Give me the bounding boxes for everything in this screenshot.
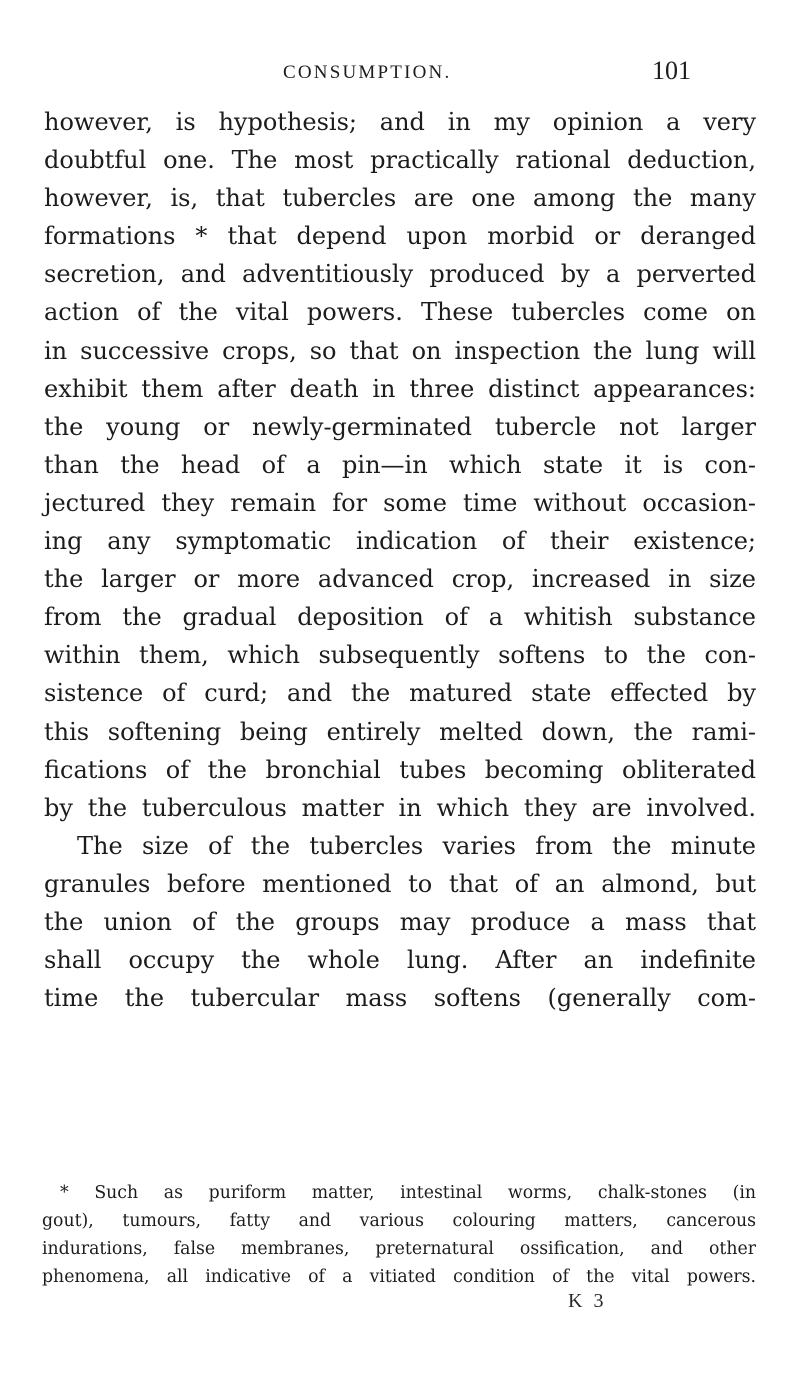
text-line: shall occupy the whole lung. After an indefinite: [44, 946, 756, 975]
text-line: exhibit them after death in three distinct appearances:: [44, 374, 756, 403]
text-line: this softening being entirely melted down, the rami-: [44, 717, 756, 746]
text-line: however, is hypothesis; and in my opinion a very: [44, 108, 756, 136]
text-line: the young or newly-germinated tubercle not larger: [44, 412, 756, 441]
text-line: by the tuberculous matter in which they are involved.: [44, 793, 756, 822]
text-line: fications of the bronchial tubes becoming obliterated: [44, 755, 756, 784]
text-line: sistence of curd; and the matured state effected by: [44, 679, 756, 708]
text-line: the larger or more advanced crop, increased in size: [44, 565, 756, 594]
text-line: jectured they remain for some time without occasion-: [44, 488, 756, 517]
signature-mark: K 3: [568, 1290, 607, 1312]
text-line: action of the vital powers. These tubercles come on: [44, 298, 756, 327]
running-title: CONSUMPTION.: [283, 62, 452, 83]
text-line: granules before mentioned to that of an almond, but: [44, 869, 756, 898]
footnote: [42, 1179, 756, 1291]
text-line: than the head of a pin—in which state it is con-: [44, 450, 756, 479]
text-line: formations * that depend upon morbid or deranged: [44, 222, 756, 251]
footnote-line: gout), tumours, fatty and various colouring matters, cancerous: [42, 1211, 756, 1231]
text-line: however, is, that tubercles are one among the many: [44, 184, 756, 213]
text-line: ing any symptomatic indication of their existence;: [44, 527, 756, 556]
footnote-line: phenomena, all indicative of a vitiated condition of the vital powers.: [42, 1267, 756, 1287]
text-line: doubtful one. The most practically rational deduction,: [44, 146, 756, 175]
text-line: within them, which subsequently softens to the con-: [44, 641, 756, 670]
running-head: [0, 54, 800, 94]
text-line: the union of the groups may produce a mass that: [44, 907, 756, 936]
paragraph-start-line: The size of the tubercles varies from the minute: [77, 831, 756, 860]
body-text: [44, 103, 756, 1017]
text-line: in successive crops, so that on inspection the lung will: [44, 336, 756, 365]
text-line: time the tubercular mass softens (generally com-: [44, 984, 756, 1013]
text-line: from the gradual deposition of a whitish substance: [44, 603, 756, 632]
text-line: secretion, and adventitiously produced by a perverted: [44, 260, 756, 289]
page-number: 101: [652, 56, 691, 85]
footnote-line: * Such as puriform matter, intestinal worms, chalk-stones (in: [60, 1183, 756, 1203]
footnote-line: indurations, false membranes, preternatural ossification, and other: [42, 1239, 756, 1259]
